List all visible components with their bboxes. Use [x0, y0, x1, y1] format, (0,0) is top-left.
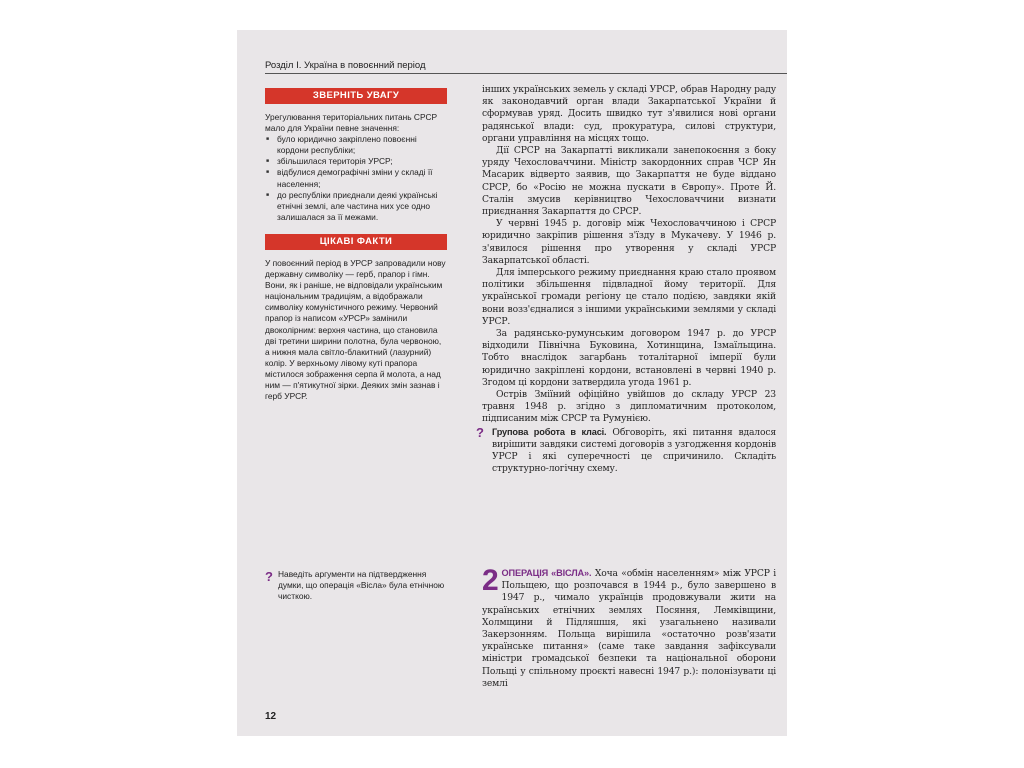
- attention-item: ■ було юридично закріплено повоєнні кордони республіки;: [265, 134, 447, 156]
- side-question-text: Наведіть аргументи на підтвердження думки, що операція «Вісла» була етнічною чисткою.: [278, 569, 445, 602]
- attention-item: ■ збільшилася територія УРСР;: [265, 156, 447, 167]
- sidebar: [265, 88, 447, 402]
- side-question: [265, 569, 450, 602]
- section-number: 2: [482, 564, 499, 597]
- main-column: [476, 84, 777, 476]
- paragraph: Для імперського режиму приєднання краю стало проявом політики збільшення підвладної йому території. Для української громади регіону це стало подією, завдяки якій вони возз'єдналися з іншими українськими землями у складі УРСР.: [482, 267, 776, 327]
- question-mark-icon: ?: [476, 424, 484, 440]
- section-title: ОПЕРАЦІЯ «ВІСЛА».: [501, 568, 592, 578]
- task-title: Групова робота в класі.: [492, 426, 607, 437]
- section-2: [482, 564, 776, 690]
- header-rule: [265, 73, 787, 74]
- paragraph: Дії СРСР на Закарпатті викликали занепокоєння з боку уряду Чехословаччини. Міністр закордонних справ ЧСР Ян Масарик відверто заявив, що Закарпаття не буде віддано СРСР, бо «Росію не можна пускати в Європу». Проте Й. Сталін змусив керівництво Чехословаччини визнати приєднання Закарпаття до СРСР.: [482, 145, 776, 218]
- facts-banner: ЦІКАВІ ФАКТИ: [265, 234, 447, 250]
- paragraph: інших українських земель у складі УРСР, обрав Народну раду як законодавчий орган влади Закарпатської України й сформував уряд. Досить швидко тут з'явилися нові органи радянської влади: суд, прокуратура, силові структури, органи управління на місцях тощо.: [482, 84, 776, 144]
- running-head: Розділ І. Україна в повоєнний період: [265, 60, 426, 71]
- paragraph: За радянсько-румунським договором 1947 р. до УРСР відходили Північна Буковина, Хотинщина, Ізмаїльщина. Тобто внаслідок загарбань тоталітарної імперії були юридично закріплені кордони, встановлені в червні 1940 р. Згодом ці кордони затвердила угода 1961 р.: [482, 328, 776, 388]
- attention-banner: ЗВЕРНІТЬ УВАГУ: [265, 88, 447, 104]
- attention-list: [265, 134, 447, 223]
- paragraph: Острів Зміїний офіційно увійшов до складу УРСР 23 травня 1948 р. згідно з дипломатичним протоколом, підписаним між СРСР та Румунією.: [482, 389, 776, 425]
- page-number: 12: [265, 711, 277, 722]
- paragraph: У червні 1945 р. договір між Чехословаччиною і СРСР юридично закріпив рішення з'їзду в Мукачеву. У 1946 р. з'явилося рішення про утворення у складі УРСР Закарпатської області.: [482, 218, 776, 266]
- facts-box: [265, 234, 447, 402]
- attention-intro: Урегулювання територіальних питань СРСР мало для України певне значення:: [265, 112, 438, 134]
- section-text: Хоча «обмін населенням» між УРСР і Польщею, що розпочався в 1944 р., було завершено в 1947 р., чимало українців продовжували жити на українських етнічних землях Посяння, Лемківщини, Холмщини й Підляшшя, які узагальнено називали Закерзонням. Польща вирішила «остаточно розв'язати українське питання» (саме таке завдання зафіксували міністри громадської безпеки та національної оборони Польщі у спільному проєкті навесні 1947 р.): полонізувати ці землі: [482, 568, 776, 689]
- textbook-page: [237, 30, 787, 736]
- attention-item: ■ до республіки приєднали деякі українські етнічні землі, але частина них усе одно залишалася за її межами.: [265, 190, 447, 223]
- group-work-task: [476, 424, 777, 476]
- question-mark-icon: ?: [265, 569, 273, 584]
- attention-item: ■ відбулися демографічні зміни у складі її населення;: [265, 167, 447, 189]
- task-text: Обговоріть, які питання вдалося вирішити завдяки системі договорів з узгодження кордонів УРСР і які суперечності це спричинило. Складіть структурно-логічну схему.: [492, 426, 777, 475]
- facts-text: У повоєнний період в УРСР запровадили нову державну символіку — герб, прапор і гімн. Вони, як і раніше, не відповідали українським національним традиціям, а відображали символіку комуністичного режиму. Червоний прапор із написом «УРСР» замінили двоколірним: верхня частина, що становила дві третини ширини полотна, була червоною, а нижня мала світло-блакитний (лазурний) колір. У верхньому лівому куті прапора містилося зображення серпа й молота, а над ним — п'ятикутної зірки. Деяких змін зазнав і герб УРСР.: [265, 257, 446, 402]
